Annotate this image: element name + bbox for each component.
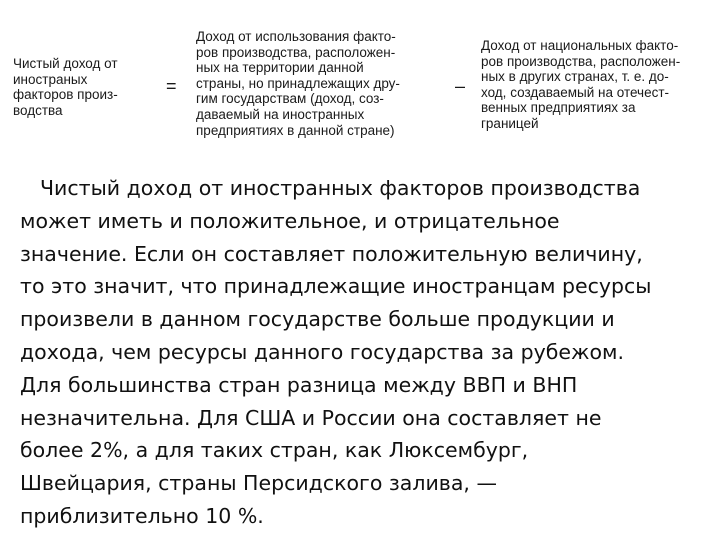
body-line: то это значит, что принадлежащие иностранцам ресурсы: [20, 274, 652, 299]
body-line: более 2%, а для таких стран, как Люксембург,: [20, 438, 529, 463]
body-line: Швейцария, страны Персидского залива, —: [20, 471, 497, 496]
body-line: дохода, чем ресурсы данного государства за рубежом.: [20, 339, 624, 364]
body-line: произвели в данном государстве больше продукции и: [20, 307, 615, 332]
formula-minus-sign: –: [455, 76, 466, 96]
formula-right-term: Доход от национальных факто- ров производства, расположен- ных в других странах, т. е. до- ход, создаваемый на отечест- венных предприятиях за границей: [481, 38, 681, 131]
body-line: приблизительно 10 %.: [20, 503, 264, 528]
formula-left-term: Чистый доход от иностраных факторов произ- водства: [13, 56, 118, 118]
formula-middle-term: Доход от использования факто- ров производства, расположен- ных на территории данной страны, но принадлежащих дру- гим государствам (доход, соз- даваемый на иностранных предприятиях в данной стране): [196, 29, 400, 138]
body-line: может иметь и положительное, и отрицательное: [20, 208, 560, 233]
body-line: незначительна. Для США и России она составляет не: [20, 405, 602, 430]
body-paragraph: [20, 172, 710, 533]
body-line: Для большинства стран разница между ВВП и ВНП: [20, 372, 578, 397]
body-line: Чистый доход от иностранных факторов производства: [40, 176, 641, 200]
formula-equals-sign: =: [166, 76, 177, 96]
body-line: значение. Если он составляет положительную величину,: [20, 241, 643, 266]
